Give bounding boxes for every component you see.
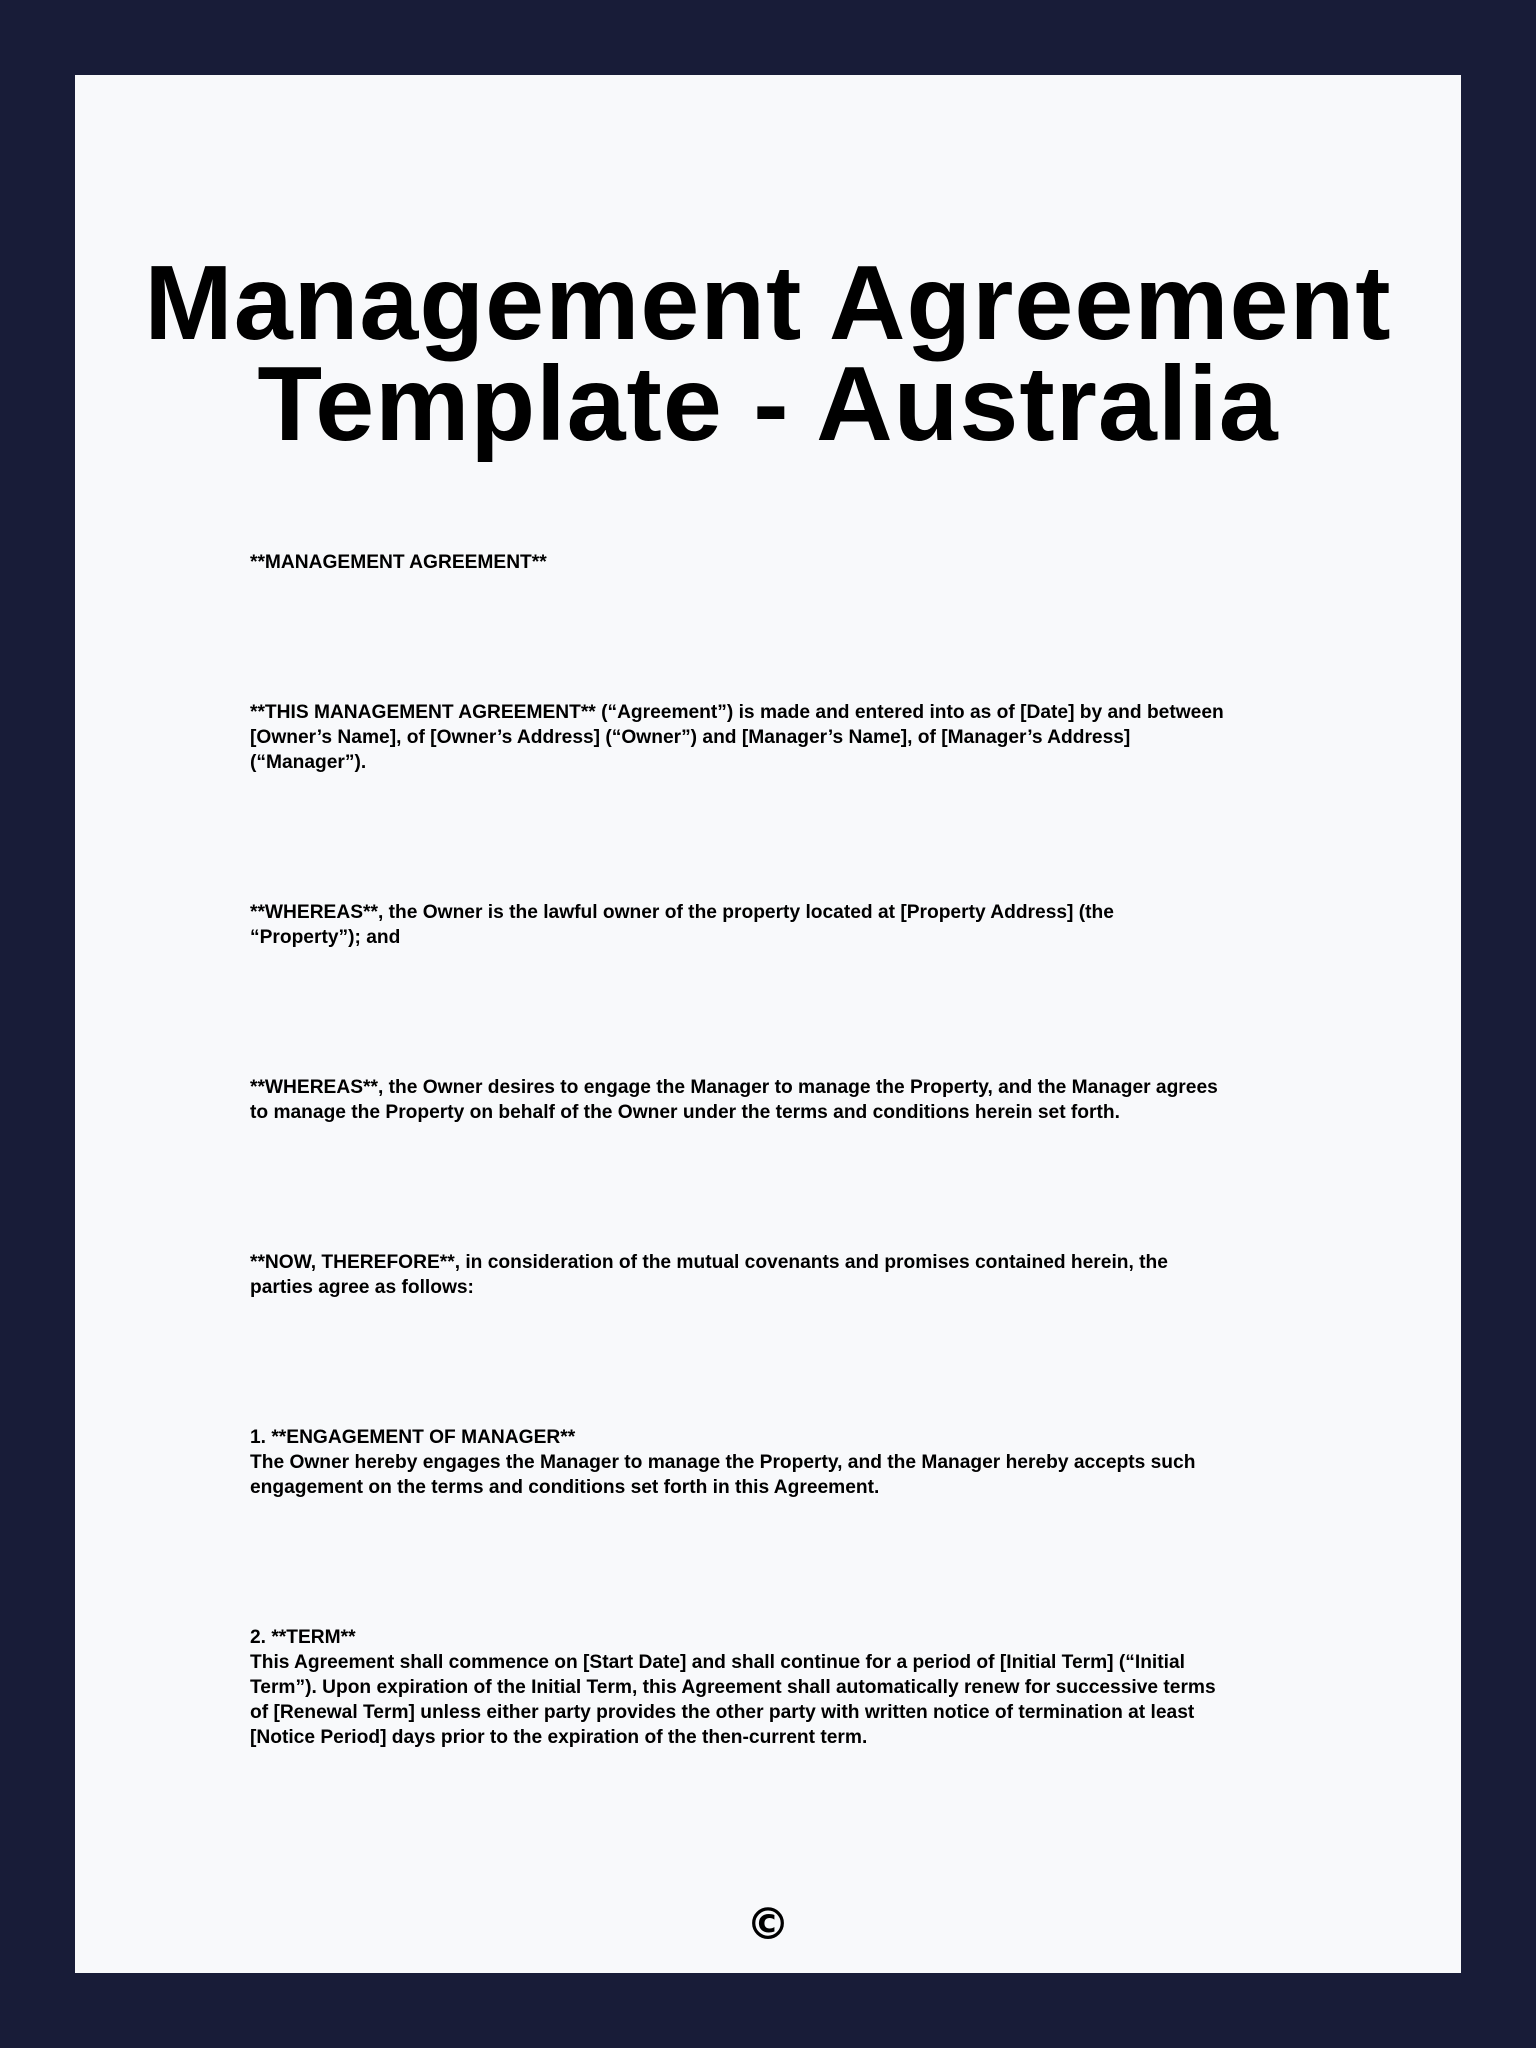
section-heading: 2. **TERM** [250, 1627, 356, 1648]
paragraph-line: This Agreement shall commence on [Start Date] and shall continue for a period of [Initial Term] (“Initial [250, 1652, 1185, 1673]
paragraph-line: engagement on the terms and conditions set forth in this Agreement. [250, 1477, 880, 1498]
paragraph-line: to manage the Property on behalf of the Owner under the terms and conditions herein set forth. [250, 1102, 1120, 1123]
title-line: Template - Australia [257, 345, 1279, 463]
whereas-paragraph-2 [250, 1075, 1290, 1125]
copyright-icon: © [746, 1899, 790, 1950]
title-line: Management Agreement [144, 244, 1392, 362]
paragraph-line: Term”). Upon expiration of the Initial Term, this Agreement shall automatically renew for successive terms [250, 1677, 1216, 1698]
paragraph-line: **NOW, THEREFORE**, in consideration of the mutual covenants and promises contained herein, the [250, 1252, 1168, 1273]
section-heading: 1. **ENGAGEMENT OF MANAGER** [250, 1427, 576, 1448]
paragraph-line: “Property”); and [250, 927, 401, 948]
paragraph-line: [Owner’s Name], of [Owner’s Address] (“Owner”) and [Manager’s Name], of [Manager’s Address] [250, 727, 1131, 748]
paragraph-line: of [Renewal Term] unless either party provides the other party with written notice of termination at least [250, 1702, 1195, 1723]
paragraph-line: The Owner hereby engages the Manager to manage the Property, and the Manager hereby accepts such [250, 1452, 1196, 1473]
paragraph-line: parties agree as follows: [250, 1277, 474, 1298]
section-engagement [250, 1425, 1290, 1500]
heading-line: **MANAGEMENT AGREEMENT** [250, 552, 547, 573]
section-term [250, 1625, 1290, 1750]
intro-paragraph [250, 700, 1290, 775]
whereas-paragraph-1 [250, 900, 1290, 950]
paragraph-line: **WHEREAS**, the Owner is the lawful owner of the property located at [Property Address] (the [250, 902, 1114, 923]
now-therefore-paragraph [250, 1250, 1290, 1300]
document-page [75, 75, 1461, 1973]
paragraph-line: [Notice Period] days prior to the expiration of the then-current term. [250, 1727, 868, 1748]
paragraph-line: (“Manager”). [250, 752, 367, 773]
document-title [75, 244, 1461, 463]
agreement-heading [250, 550, 1290, 575]
paragraph-line: **THIS MANAGEMENT AGREEMENT** (“Agreement”) is made and entered into as of [Date] by and between [250, 702, 1224, 723]
paragraph-line: **WHEREAS**, the Owner desires to engage the Manager to manage the Property, and the Manager agrees [250, 1077, 1218, 1098]
